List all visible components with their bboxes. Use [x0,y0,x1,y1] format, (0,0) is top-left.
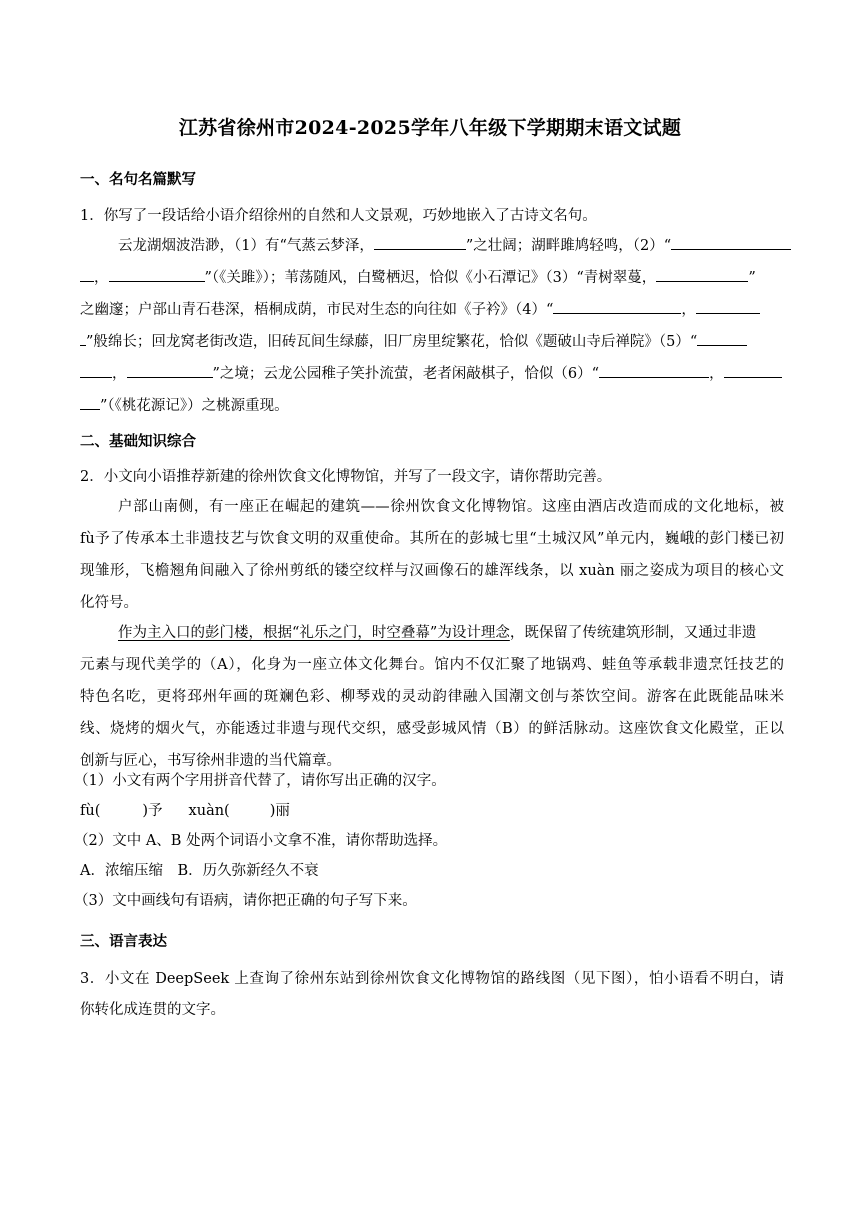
q2-para1-line: fù予了传承本土非遗技艺与饮食文明的双重使命。其所在的彭城七里“土城汉风”单元内，巍峨的彭门楼已初 [80,531,784,547]
q1-text: ”般绵长；回龙窝老街改造，旧砖瓦间生绿藤，旧厂房里绽繁花，恰似《题破山寺后禅院》（5）“ [86,334,698,350]
answer-blank[interactable] [724,363,782,378]
q2-para1-line: 现雏形，飞檐翘角间融入了徐州剪纸的镂空纹样与汉画像石的雄浑线条，以 xuàn 丽之姿成为项目的核心文 [80,563,784,579]
page-title: 江苏省徐州市2024-2025学年八年级下学期期末语文试题 [178,117,682,139]
q2-para2-first-line [118,623,784,643]
q2-options: A．浓缩压缩 B．历久弥新经久不衰 [80,863,319,879]
answer-blank[interactable] [127,363,213,378]
answer-blank[interactable] [671,235,791,250]
q1-text: ”（《关雎》）；苇荡随风，白鹭栖迟，恰似《小石潭记》（3）“青树翠蔓， [204,270,657,286]
q2-para2-line: 元素与现代美学的（A），化身为一座立体文化舞台。馆内不仅汇聚了地锅鸡、蛙鱼等承载非遗烹饪技艺的 [80,657,784,673]
answer-blank[interactable] [697,331,747,346]
answer-blank[interactable] [80,267,94,282]
q1-line-5 [80,363,784,384]
section-heading-2: 二、基础知识综合 [80,433,196,450]
answer-blank[interactable] [109,267,205,282]
answer-blank[interactable] [696,299,760,314]
q2-para2-line: 特色名吃，更将邳州年画的斑斓色彩、柳琴戏的灵动韵律融入国潮文创与茶饮空间。游客在此既能品味米 [80,689,784,705]
q1-line-1 [118,235,784,256]
q2-stem: 2．小文向小语推荐新建的徐州饮食文化博物馆，并写了一段文字，请你帮助完善。 [80,469,612,485]
answer-blank[interactable] [80,395,100,410]
pinyin-fu-end: )予 [142,803,163,819]
q1-line-3 [80,299,784,320]
pinyin-answers [80,801,784,821]
section-heading-1: 一、名句名篇默写 [80,171,196,188]
section-heading-3: 三、语言表达 [80,933,167,950]
pinyin-xuan-end: )丽 [269,803,290,819]
q2-sub3: （3）文中画线句有语病，请你把正确的句子写下来。 [74,893,417,909]
q1-text: ， [681,302,696,318]
underlined-sentence: 作为主入口的彭门楼，根据“礼乐之门，时空叠幕”为设计理念 [118,625,510,641]
q2-text: ，既保留了传统建筑形制，又通过非遗 [509,625,757,641]
q1-text: 云龙湖烟波浩渺，（1）有“气蒸云梦泽， [118,238,374,254]
answer-blank[interactable] [374,235,466,250]
q1-text: ， [94,270,109,286]
pinyin-fu: fù( [80,803,101,819]
q3-line: 你转化成连贯的文字。 [80,1002,225,1018]
q1-text: ， [112,366,127,382]
q1-line-4 [80,331,784,352]
q1-text: 之幽邃；户部山青石巷深，梧桐成荫，市民对生态的向往如《子衿》（4）“ [80,302,554,318]
q1-text: ”之壮阔；湖畔雎鸠轻鸣，（2）“ [465,238,672,254]
q1-stem: 1．你写了一段话给小语介绍徐州的自然和人文景观，巧妙地嵌入了古诗文名句。 [80,208,597,224]
q1-text: ”（《桃花源记》）之桃源重现。 [100,398,289,414]
q3-line: 3．小文在 DeepSeek 上查询了徐州东站到徐州饮食文化博物馆的路线图（见下图），怕小语看不明白，请 [80,971,784,987]
q2-para1-line: 化符号。 [80,595,138,611]
answer-blank[interactable] [553,299,681,314]
q1-line-2 [80,267,784,288]
q1-text: ， [709,366,724,382]
q2-para2-line: 线、烧烤的烟火气，亦能透过非遗与现代交织，感受彭城风情（B）的鲜活脉动。这座饮食文化殿堂，正以 [80,721,784,737]
answer-blank[interactable] [656,267,748,282]
answer-blank[interactable] [80,363,112,378]
q1-text: ” [748,270,756,286]
q1-line-6 [80,395,784,416]
q2-sub2: （2）文中 A、B 处两个词语小文拿不准，请你帮助选择。 [74,833,448,849]
q1-text: ”之境；云龙公园稚子笑扑流萤，老者闲敲棋子，恰似（6）“ [212,366,600,382]
pinyin-xuan: xuàn( [188,803,230,819]
q2-para1-line: 户部山南侧，有一座正在崛起的建筑——徐州饮食文化博物馆。这座由酒店改造而成的文化地标，被 [118,499,784,515]
q2-sub1: （1）小文有两个字用拼音代替了，请你写出正确的汉字。 [74,773,446,789]
q2-para2-line: 创新与匠心，书写徐州非遗的当代篇章。 [80,753,341,769]
answer-blank[interactable] [599,363,709,378]
